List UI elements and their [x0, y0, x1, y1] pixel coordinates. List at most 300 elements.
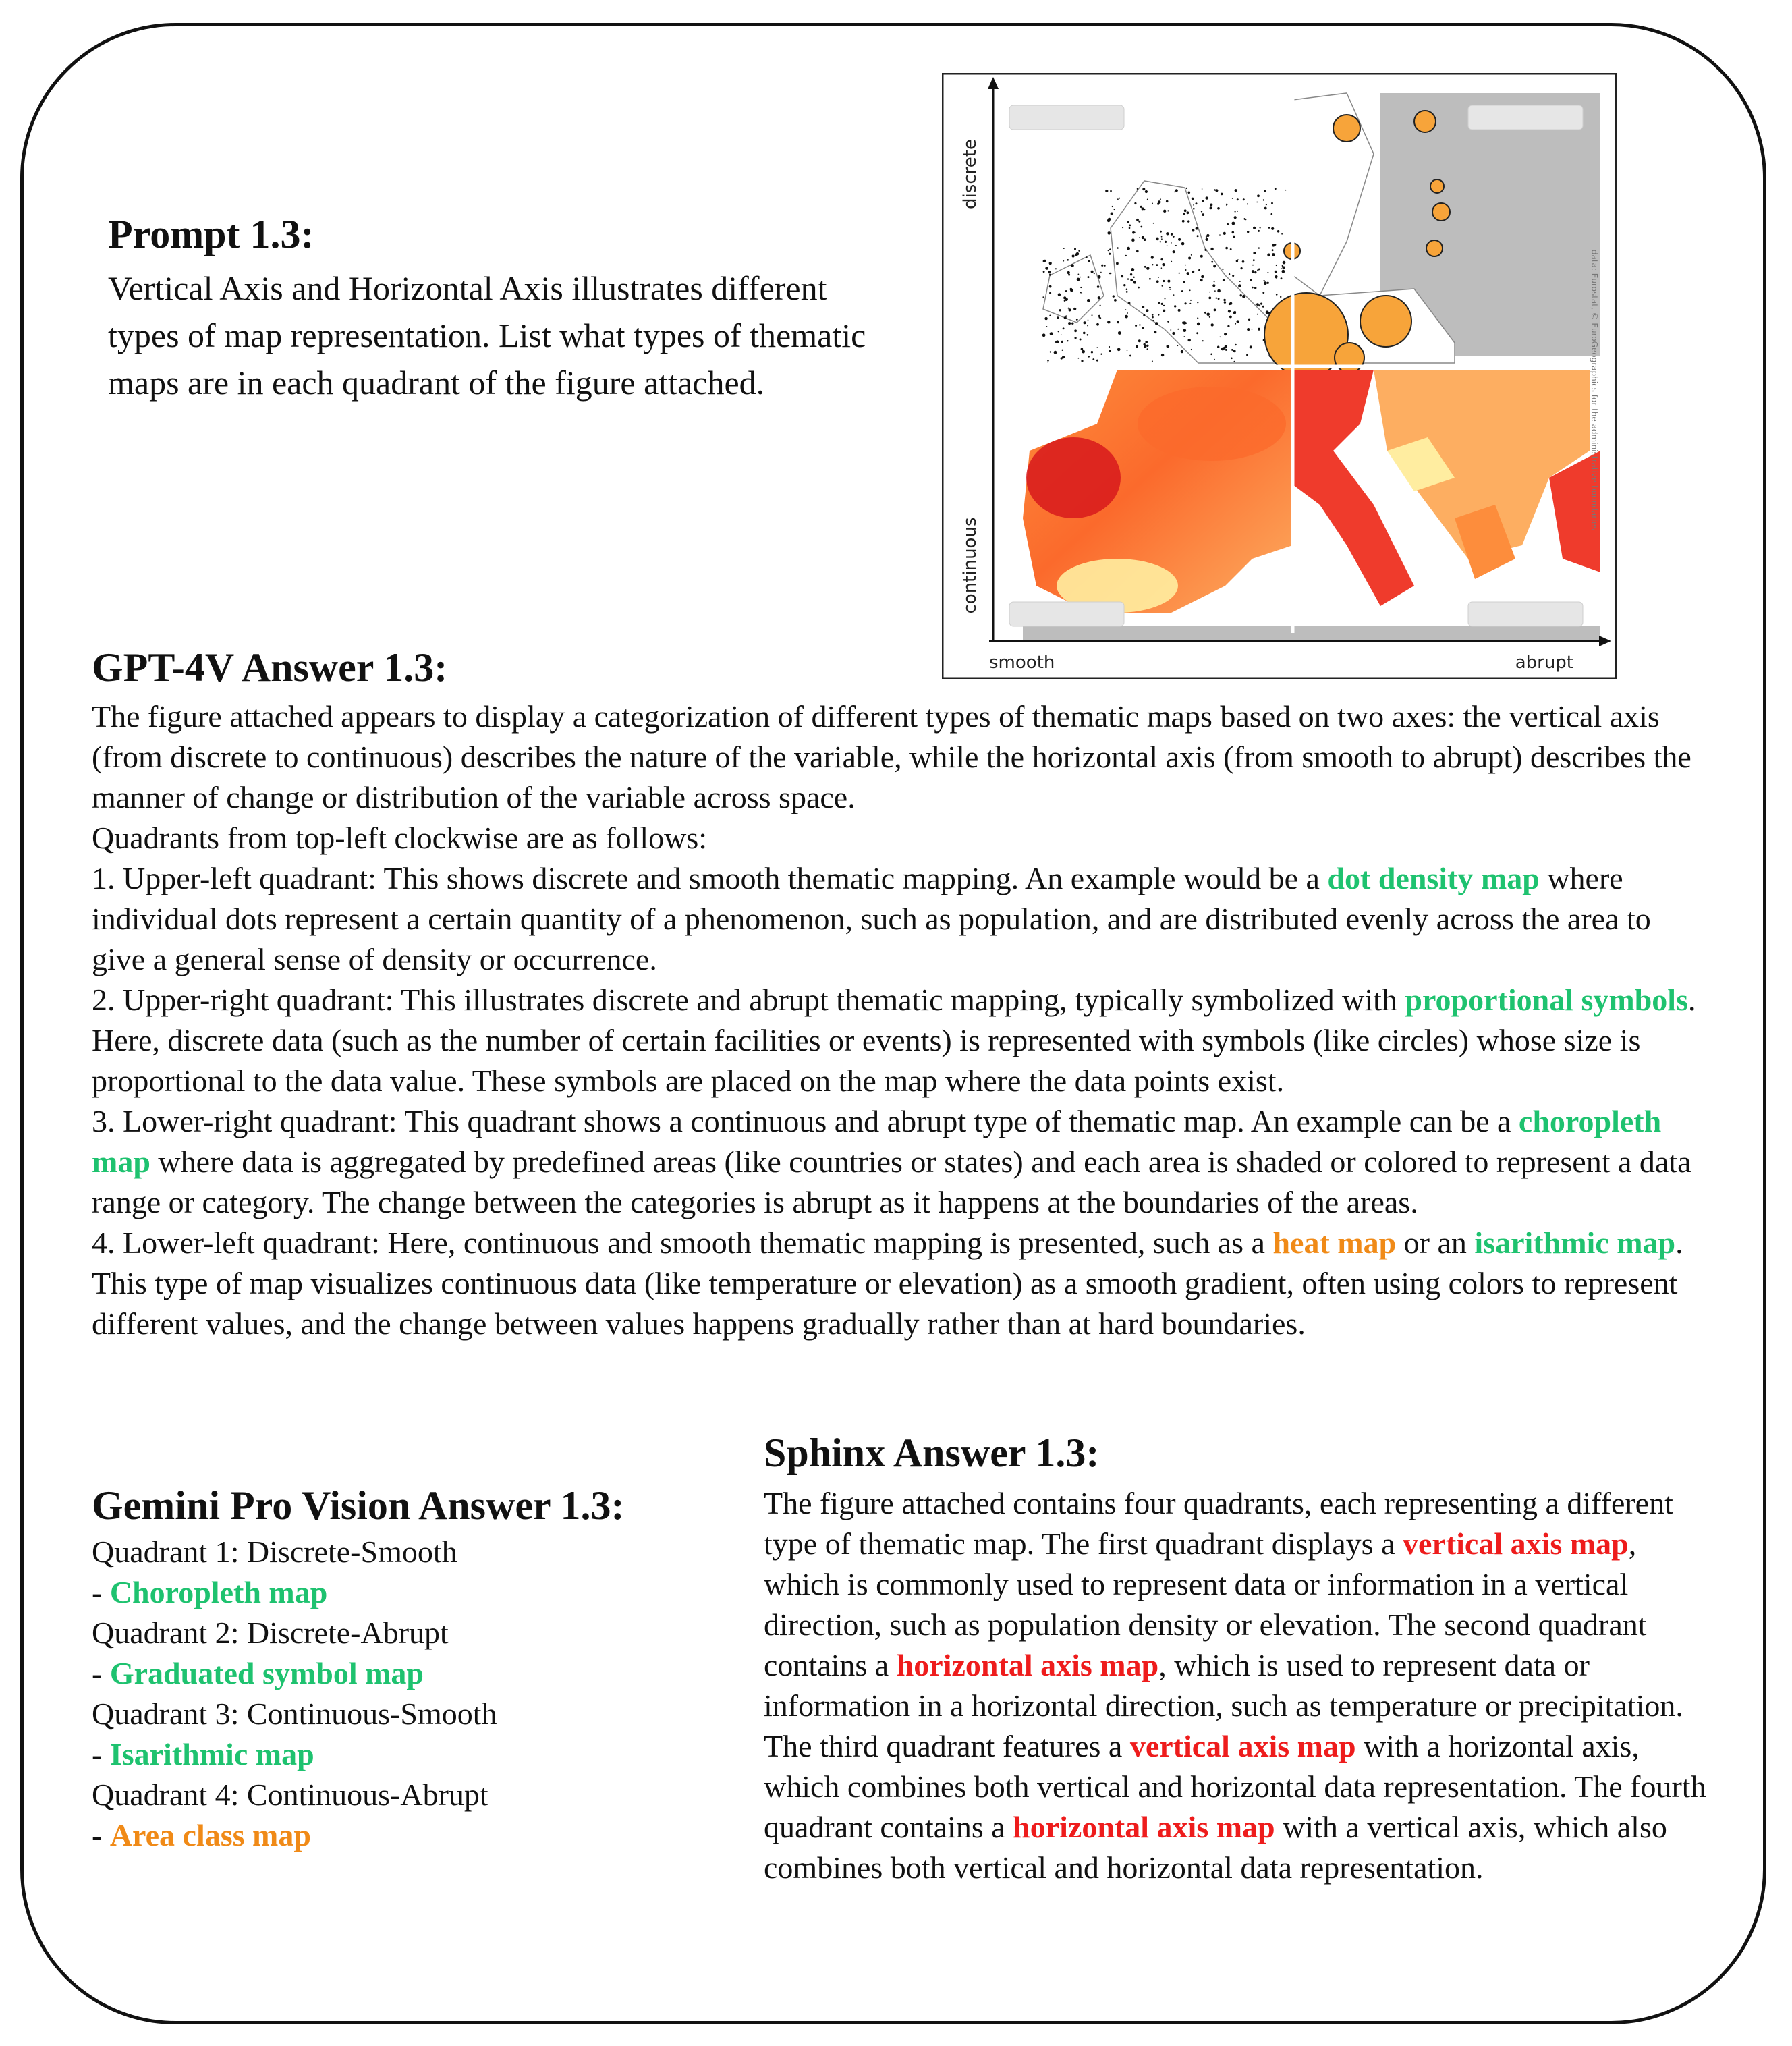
density-dot — [1216, 298, 1217, 299]
density-dot — [1063, 296, 1066, 299]
density-dot — [1072, 254, 1075, 257]
density-dot — [1167, 210, 1169, 211]
density-dot — [1100, 354, 1102, 355]
x-axis-right-label: abrupt — [1515, 653, 1573, 673]
density-dot — [1049, 262, 1052, 265]
density-dot — [1177, 329, 1179, 330]
density-dot — [1277, 230, 1280, 233]
density-dot — [1215, 189, 1218, 192]
density-dot — [1156, 238, 1159, 241]
density-dot — [1117, 198, 1119, 200]
density-dot — [1206, 313, 1210, 316]
density-dot — [1047, 362, 1048, 363]
density-dot — [1272, 253, 1275, 256]
legend-box — [1009, 602, 1124, 626]
density-dot — [1183, 281, 1185, 283]
density-dot — [1059, 309, 1061, 311]
density-dot — [1262, 306, 1264, 308]
density-dot — [1167, 245, 1168, 246]
density-dot — [1131, 238, 1135, 242]
density-dot — [1197, 302, 1198, 303]
density-dot — [1226, 204, 1228, 206]
density-dot — [1223, 347, 1226, 350]
density-dot — [1129, 227, 1131, 229]
y-axis-bottom-label: continuous — [960, 517, 980, 614]
density-dot — [1133, 231, 1136, 233]
density-dot — [1050, 351, 1051, 352]
density-dot — [1245, 219, 1246, 220]
density-dot — [1252, 265, 1254, 266]
density-dot — [1158, 277, 1159, 278]
density-dot — [1263, 199, 1264, 200]
density-dot — [1127, 278, 1129, 279]
density-dot — [1178, 309, 1181, 312]
density-dot — [1117, 321, 1119, 323]
density-dot — [1061, 341, 1063, 343]
density-dot — [1266, 204, 1267, 205]
density-dot — [1280, 296, 1281, 298]
legend-box — [1009, 105, 1124, 130]
density-dot — [1125, 315, 1128, 319]
density-dot — [1222, 269, 1223, 270]
density-dot — [1086, 256, 1087, 258]
density-dot — [1237, 320, 1239, 323]
density-dot — [1165, 241, 1167, 243]
density-dot — [1146, 267, 1149, 270]
density-dot — [1198, 269, 1200, 271]
density-dot — [1166, 232, 1169, 235]
density-dot — [1214, 290, 1216, 292]
density-dot — [1087, 325, 1088, 327]
density-dot — [1281, 268, 1282, 269]
density-dot — [1123, 284, 1125, 286]
density-dot — [1119, 198, 1120, 199]
density-dot — [1113, 295, 1115, 297]
density-dot — [1063, 260, 1065, 262]
density-dot — [1267, 272, 1268, 273]
density-dot — [1253, 259, 1255, 261]
density-dot — [1187, 272, 1189, 275]
gemini-q3: Quadrant 3: Continuous-Smooth — [92, 1696, 497, 1731]
density-dot — [1175, 189, 1178, 192]
density-dot — [1276, 294, 1278, 296]
density-dot — [1109, 273, 1111, 275]
density-dot — [1214, 359, 1215, 360]
density-dot — [1213, 265, 1216, 267]
density-dot — [1172, 332, 1175, 335]
density-dot — [1183, 329, 1187, 332]
density-dot — [1073, 308, 1076, 310]
quadrant-map-svg — [942, 73, 1617, 679]
density-dot — [1193, 204, 1194, 206]
density-dot — [1209, 316, 1210, 318]
density-dot — [1235, 211, 1236, 212]
density-dot — [1081, 360, 1083, 362]
density-dot — [1281, 277, 1283, 279]
density-dot — [1162, 263, 1165, 266]
density-dot — [1142, 207, 1144, 210]
density-dot — [1088, 319, 1089, 321]
density-dot — [1153, 223, 1154, 224]
density-dot — [1166, 200, 1169, 203]
density-dot — [1272, 244, 1275, 247]
density-dot — [1151, 256, 1154, 259]
density-dot — [1047, 360, 1049, 362]
density-dot — [1088, 356, 1090, 357]
density-dot — [1049, 285, 1052, 288]
density-dot — [1253, 252, 1256, 254]
highlight-wrong: vertical axis map — [1403, 1526, 1629, 1561]
density-dot — [1202, 200, 1204, 202]
density-dot — [1128, 302, 1130, 304]
density-dot — [1192, 198, 1194, 200]
gemini-q4: Quadrant 4: Continuous-Abrupt — [92, 1777, 488, 1812]
density-dot — [1241, 267, 1243, 269]
density-dot — [1078, 250, 1080, 252]
density-dot — [1202, 213, 1204, 216]
density-dot — [1112, 206, 1113, 207]
highlight-correct: isarithmic map — [1474, 1225, 1676, 1260]
density-dot — [1272, 249, 1274, 251]
density-dot — [1144, 343, 1146, 345]
heat-hotspot — [1026, 437, 1121, 518]
density-dot — [1234, 361, 1235, 362]
density-dot — [1117, 247, 1119, 249]
density-dot — [1068, 308, 1069, 309]
density-dot — [1210, 206, 1212, 209]
density-dot — [1185, 302, 1187, 304]
density-dot — [1260, 303, 1262, 305]
density-dot — [1105, 190, 1108, 192]
density-dot — [1167, 280, 1170, 283]
density-dot — [1100, 305, 1101, 306]
legend-box — [1468, 602, 1583, 626]
density-dot — [1200, 279, 1203, 281]
density-dot — [1225, 349, 1227, 351]
density-dot — [1210, 354, 1212, 356]
density-dot — [1078, 274, 1080, 275]
density-dot — [1252, 270, 1254, 273]
density-dot — [1136, 345, 1138, 348]
density-dot — [1163, 305, 1165, 306]
density-dot — [1046, 326, 1048, 327]
density-dot — [1070, 289, 1073, 292]
density-dot — [1181, 290, 1183, 292]
density-dot — [1062, 356, 1065, 358]
gpt4v-item-2: 2. Upper-right quadrant: This illustrates discrete and abrupt thematic mapping, typically symbolized with proportional symbols. Here, discrete data (such as the number of certain facilities or events) is represented with symbols (like circles) whose size is proportional to the data value. These symbols are placed on the map where the data points exist. — [92, 983, 1696, 1098]
density-dot — [1232, 275, 1234, 277]
density-dot — [1067, 340, 1068, 341]
density-dot — [1239, 281, 1241, 282]
density-dot — [1223, 279, 1225, 281]
density-dot — [1267, 282, 1269, 284]
density-dot — [1096, 323, 1099, 326]
density-dot — [1197, 235, 1199, 237]
density-dot — [1043, 260, 1045, 262]
gpt4v-item-4: 4. Lower-left quadrant: Here, continuous and smooth thematic mapping is presented, such as a heat map or an isarithmic map. This type of map visualizes continuous data (like temperature or elevation) as a smooth gradient, often using colors to represent different values, and the change between values happens gradually rather than at hard boundaries. — [92, 1225, 1683, 1341]
density-dot — [1092, 358, 1094, 360]
density-dot — [1074, 329, 1077, 332]
density-dot — [1084, 321, 1086, 324]
prompt-text: Vertical Axis and Horizontal Axis illustrates different types of map representation. List what types of thematic maps are in each quadrant of the figure attached. — [108, 269, 866, 402]
density-dot — [1237, 211, 1238, 212]
density-dot — [1088, 276, 1090, 278]
density-dot — [1256, 303, 1259, 306]
gemini-answer: Quadrant 1: Discrete-Smooth - Choropleth map Quadrant 2: Discrete-Abrupt - Graduated symbol map Quadrant 3: Continuous-Smooth - Isarithmic map Quadrant 4: Continuous-Abrupt - Area class map — [92, 1532, 753, 1856]
gemini-q1-answer: Choropleth map — [109, 1575, 328, 1609]
density-dot — [1098, 296, 1100, 299]
sphinx-answer: The figure attached contains four quadrants, each representing a different type of thematic map. The first quadrant displays a vertical axis map, which is commonly used to represent data or information in a vertical direction, such as population density or elevation. The second quadrant contains a horizontal axis map, which is used to represent data or information in a horizontal direction, such as temperature or precipitation. The third quadrant features a vertical axis map with a horizontal axis, which combines both vertical and horizontal data representation. The fourth quadrant contains a horizontal axis map with a vertical axis, which also combines both vertical and horizontal data representation. — [764, 1486, 1706, 1885]
density-dot — [1126, 291, 1128, 293]
density-dot — [1110, 190, 1112, 192]
density-dot — [1247, 203, 1248, 204]
density-dot — [1188, 192, 1191, 194]
density-dot — [1217, 207, 1220, 210]
density-dot — [1263, 280, 1264, 281]
density-dot — [1266, 310, 1269, 314]
density-dot — [1049, 292, 1051, 294]
density-dot — [1042, 333, 1046, 337]
gpt4v-item-3: 3. Lower-right quadrant: This quadrant shows a continuous and abrupt type of thematic map. An example can be a choropleth map where data is aggregated by predefined areas (like countries or states) and each area is shaded or colored to represent a data range or category. The change between the categories is abrupt as it happens at the boundaries of the areas. — [92, 1104, 1691, 1219]
density-dot — [1107, 321, 1110, 323]
density-dot — [1197, 317, 1198, 319]
density-dot — [1068, 308, 1071, 311]
density-dot — [1062, 350, 1063, 351]
density-dot — [1210, 204, 1212, 206]
gpt4v-answer — [92, 696, 1711, 1344]
density-dot — [1234, 216, 1237, 219]
density-dot — [1247, 328, 1250, 331]
density-dot — [1229, 273, 1230, 275]
density-dot — [1271, 227, 1274, 230]
density-dot — [1260, 227, 1261, 228]
density-dot — [1140, 206, 1142, 208]
density-dot — [1077, 278, 1080, 281]
density-dot — [1152, 203, 1153, 204]
density-dot — [1237, 198, 1239, 200]
gpt4v-quadrants-intro: Quadrants from top-left clockwise are as follows: — [92, 821, 708, 855]
density-dot — [1137, 188, 1138, 190]
density-dot — [1152, 316, 1154, 319]
density-dot — [1253, 227, 1256, 229]
density-dot — [1233, 311, 1236, 314]
density-dot — [1254, 287, 1256, 289]
density-dot — [1156, 264, 1158, 266]
density-dot — [1206, 238, 1208, 241]
density-dot — [1156, 280, 1159, 283]
density-dot — [1082, 350, 1085, 354]
density-dot — [1138, 339, 1141, 342]
density-dot — [1242, 295, 1245, 298]
density-dot — [1211, 261, 1213, 263]
density-dot — [1182, 321, 1185, 324]
density-dot — [1247, 231, 1249, 233]
density-dot — [1160, 198, 1161, 200]
density-dot — [1233, 236, 1235, 238]
density-dot — [1131, 268, 1134, 271]
density-dot — [1256, 202, 1258, 203]
density-dot — [1127, 221, 1129, 223]
density-dot — [1173, 250, 1175, 253]
density-dot — [1188, 339, 1191, 341]
density-dot — [1227, 223, 1229, 225]
density-dot — [1092, 314, 1093, 316]
density-dot — [1224, 301, 1226, 303]
density-dot — [1230, 248, 1232, 250]
density-dot — [1170, 329, 1171, 331]
density-dot — [1264, 190, 1266, 192]
density-dot — [1167, 321, 1169, 323]
density-dot — [1165, 298, 1166, 300]
density-dot — [1167, 345, 1170, 348]
africa-gray-left — [1023, 626, 1293, 640]
density-dot — [1225, 247, 1228, 250]
density-dot — [1196, 202, 1198, 204]
density-dot — [1174, 191, 1175, 192]
density-dot — [1276, 265, 1277, 266]
symbol-circle — [1360, 296, 1411, 347]
density-dot — [1264, 281, 1267, 285]
density-dot — [1257, 194, 1260, 197]
density-dot — [1061, 334, 1062, 335]
density-dot — [1220, 337, 1221, 338]
density-dot — [1065, 290, 1067, 292]
highlight-correct: proportional symbols — [1405, 983, 1688, 1017]
density-dot — [1258, 304, 1260, 306]
density-dot — [1129, 355, 1131, 357]
gpt4v-item-1: 1. Upper-left quadrant: This shows discrete and smooth thematic mapping. An example would be a dot density map where individual dots represent a certain quantity of a phenomenon, such as population, and are distributed evenly across the area to give a general sense of density or occurrence. — [92, 861, 1651, 976]
density-dot — [1283, 261, 1286, 265]
highlight-partial: heat map — [1272, 1225, 1397, 1260]
legend-box — [1468, 105, 1583, 130]
density-dot — [1219, 234, 1221, 236]
density-dot — [1223, 232, 1226, 235]
density-dot — [1107, 219, 1111, 223]
density-dot — [1192, 271, 1194, 273]
density-dot — [1238, 284, 1241, 287]
gemini-q2-answer: Graduated symbol map — [109, 1656, 424, 1690]
density-dot — [1189, 289, 1191, 291]
density-dot — [1258, 328, 1260, 331]
density-dot — [1067, 271, 1070, 274]
density-dot — [1264, 207, 1267, 210]
density-dot — [1088, 301, 1090, 302]
density-dot — [1096, 360, 1098, 362]
density-dot — [1042, 296, 1044, 298]
density-dot — [1254, 271, 1256, 273]
density-dot — [1088, 260, 1090, 262]
density-dot — [1080, 292, 1082, 294]
density-dot — [1231, 349, 1233, 351]
density-dot — [1080, 339, 1082, 341]
density-dot — [1098, 315, 1100, 317]
symbol-circle — [1432, 203, 1450, 221]
density-dot — [1140, 226, 1142, 228]
density-dot — [1173, 294, 1175, 296]
highlight-wrong: vertical axis map — [1129, 1729, 1356, 1763]
density-dot — [1193, 208, 1195, 210]
density-dot — [1185, 265, 1186, 266]
density-dot — [1146, 309, 1148, 312]
density-dot — [1181, 350, 1183, 353]
density-dot — [1118, 331, 1121, 335]
density-dot — [1229, 304, 1231, 305]
density-dot — [1135, 325, 1137, 327]
density-dot — [1125, 309, 1127, 310]
density-dot — [1275, 275, 1277, 278]
density-dot — [1169, 289, 1171, 290]
density-dot — [1081, 348, 1084, 351]
density-dot — [1152, 264, 1153, 265]
density-dot — [1139, 324, 1140, 325]
density-dot — [1248, 319, 1250, 321]
density-dot — [1158, 302, 1160, 304]
density-dot — [1080, 277, 1081, 278]
density-dot — [1097, 347, 1098, 348]
gpt4v-heading: GPT-4V Answer 1.3: — [92, 645, 448, 690]
density-dot — [1258, 269, 1260, 271]
density-dot — [1185, 269, 1187, 271]
density-dot — [1049, 274, 1051, 276]
gemini-q4-answer: Area class map — [109, 1818, 311, 1852]
density-dot — [1191, 254, 1192, 256]
density-dot — [1109, 248, 1111, 250]
density-dot — [1155, 322, 1158, 325]
y-axis-top-label: discrete — [960, 139, 980, 209]
density-dot — [1229, 316, 1232, 319]
density-dot — [1181, 242, 1185, 246]
density-dot — [1071, 323, 1073, 325]
density-dot — [1058, 331, 1059, 332]
density-dot — [1121, 275, 1123, 277]
density-dot — [1226, 205, 1227, 206]
density-dot — [1161, 354, 1164, 356]
density-dot — [1252, 329, 1253, 330]
density-dot — [1267, 254, 1270, 257]
density-dot — [1145, 190, 1148, 193]
density-dot — [1152, 360, 1153, 362]
data-credit: data: Eurostat, © EuroGeographics for the administrative boundaries — [1590, 249, 1599, 531]
density-dot — [1109, 350, 1111, 352]
density-dot — [1217, 289, 1221, 293]
density-dot — [1145, 341, 1148, 343]
density-dot — [1212, 284, 1215, 287]
density-dot — [1179, 273, 1180, 274]
density-dot — [1191, 349, 1192, 350]
density-dot — [1097, 285, 1100, 288]
density-dot — [1078, 358, 1080, 359]
density-dot — [1075, 254, 1077, 256]
heat-hotspot — [1138, 387, 1286, 461]
density-dot — [1063, 248, 1065, 249]
density-dot — [1282, 266, 1285, 269]
density-dot — [1206, 234, 1209, 237]
density-dot — [1192, 229, 1194, 231]
density-dot — [1210, 248, 1213, 250]
density-dot — [1275, 188, 1277, 190]
density-dot — [1057, 316, 1059, 319]
density-dot — [1218, 298, 1220, 300]
density-dot — [1184, 209, 1187, 212]
density-dot — [1204, 312, 1206, 314]
density-dot — [1149, 278, 1151, 280]
density-dot — [1161, 238, 1163, 240]
symbol-circle — [1333, 115, 1360, 142]
density-dot — [1187, 211, 1189, 214]
density-dot — [1125, 255, 1127, 256]
density-dot — [1081, 293, 1082, 294]
density-dot — [1235, 323, 1236, 325]
